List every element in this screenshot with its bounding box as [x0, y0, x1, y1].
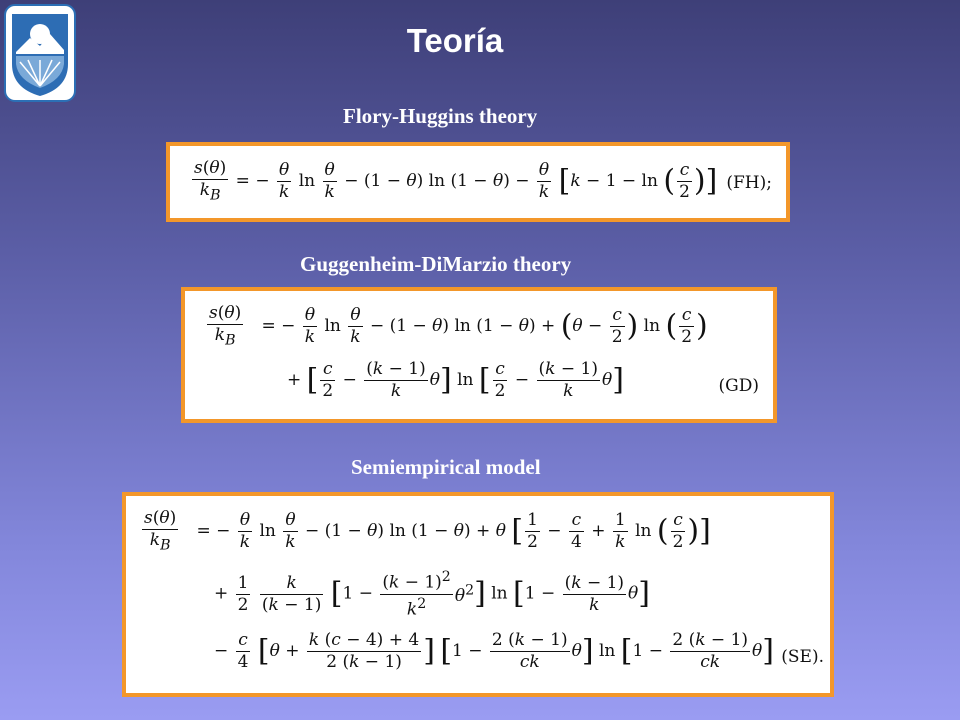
fh-tag: (FH);	[726, 173, 772, 193]
fh-equation-box	[166, 142, 790, 222]
gd-equation-line-1: $\frac{s(\theta)}{k_B}$ = − $\frac{\theta}{k}$ ln $\frac{\theta}{k}$ − (1 − θ) ln (1 − θ) + (θ − $\frac{c}{2}$ ) ln ( $\frac{c}{2}$ )	[209, 303, 708, 349]
se-equation-line-1: $\frac{s(\theta)}{k_B}$ = − $\frac{\theta}{k}$ ln $\frac{\theta}{k}$ − (1 − θ) ln (1 − θ) + θ [ $\frac{1}{2}$ − $\frac{c}{4}$ + $\frac{1}{k}$ ln ( $\frac{c}{2}$ )]	[144, 508, 711, 554]
se-equation-box	[122, 492, 834, 697]
gd-tag: (GD)	[718, 376, 759, 396]
gd-equation-box	[181, 287, 777, 423]
page-title: Teoría	[406, 22, 504, 59]
se-tag: (SE).	[781, 647, 824, 667]
fh-equation: $\frac{s(\theta)}{k_B}$ = − $\frac{\theta}{k}$ ln $\frac{\theta}{k}$ − (1 − θ) ln (1 − θ) − $\frac{\theta}{k}$ [k − 1 − ln ( $\frac{c}{2}$ )]	[194, 158, 718, 204]
se-heading: Semiempirical model	[351, 455, 541, 479]
se-equation-line-2: + $\frac{1}{2}$ $\frac{k}{(k - 1)}$ [1 − $\frac{(k - 1)^2}{k^2}$ $\theta^2$] ln [1 − $\frac{(k - 1)}{k}$ θ]	[214, 569, 651, 620]
gd-equation-line-2: + [ $\frac{c}{2}$ − $\frac{(k - 1)}{k}$ θ] ln [ $\frac{c}{2}$ − $\frac{(k - 1)}{k}$ θ]	[287, 359, 624, 401]
fh-heading: Flory-Huggins theory	[343, 104, 538, 128]
gd-heading: Guggenheim-DiMarzio theory	[300, 252, 572, 276]
se-equation-line-3: − $\frac{c}{4}$ [θ + $\frac{k (c - 4) + 4}{2 (k - 1)}$ ] [1 − $\frac{2 (k - 1)}{ck}$ θ] ln [1 − $\frac{2 (k - 1)}{ck}$ θ]	[214, 630, 774, 672]
